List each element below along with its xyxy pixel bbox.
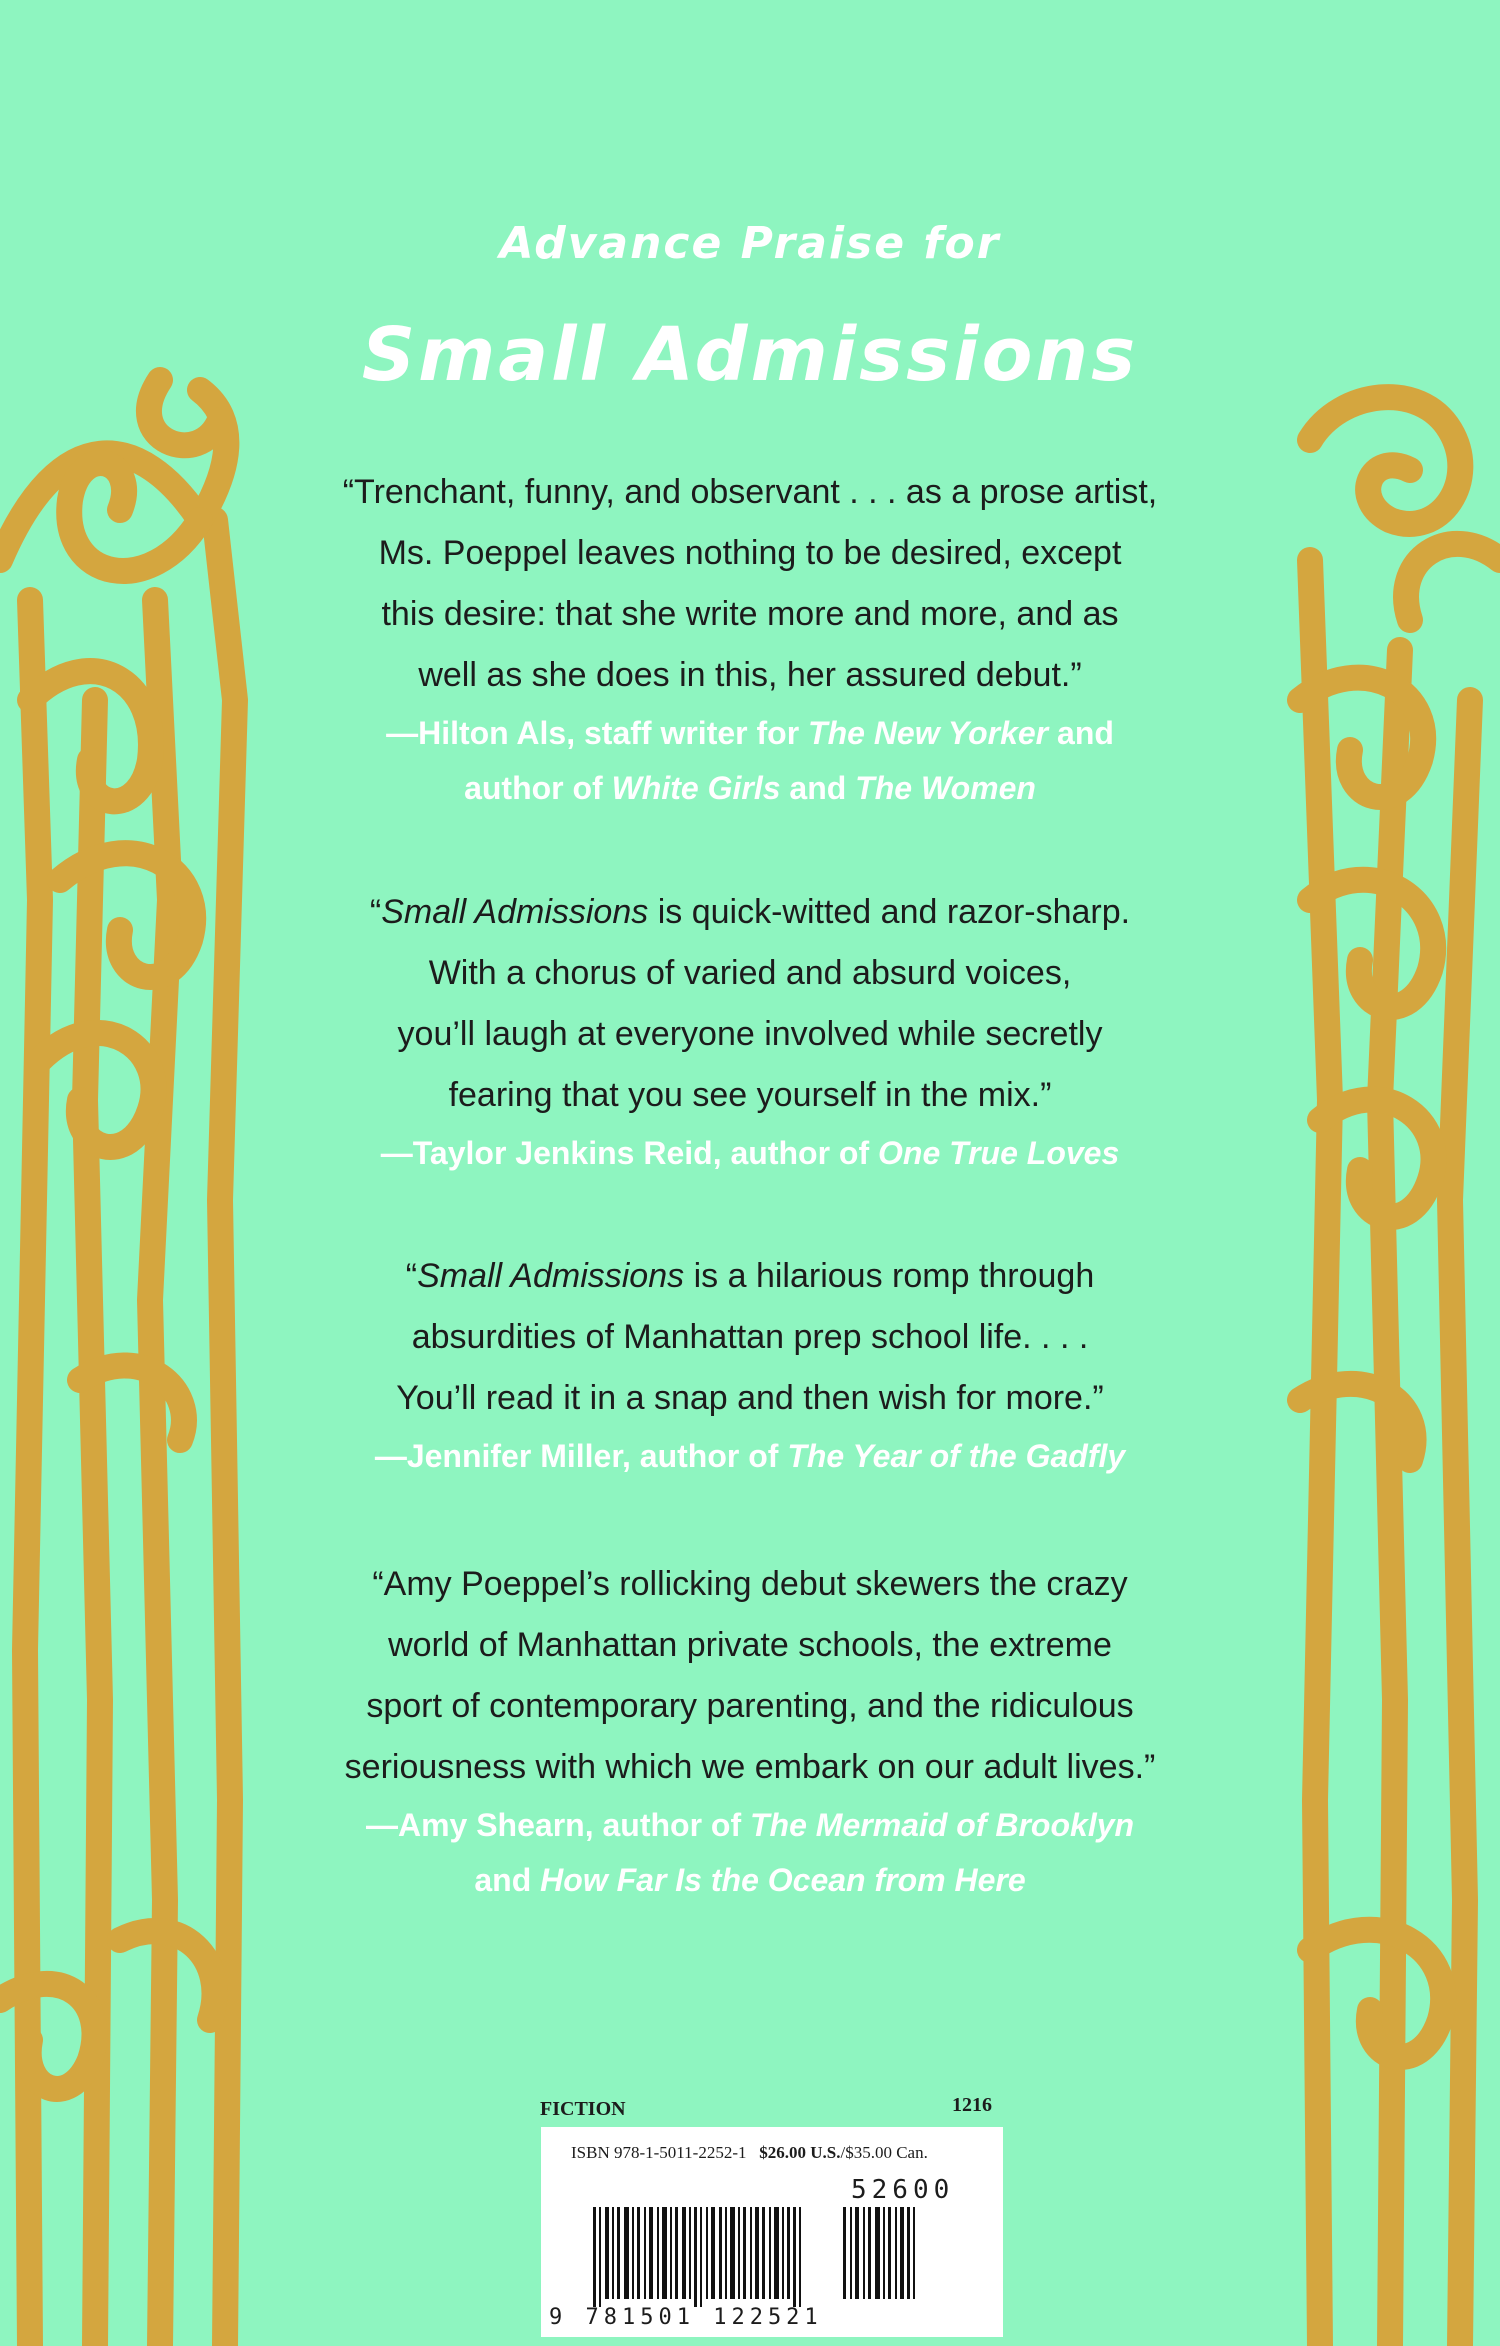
quote-line: “Trenchant, funny, and observant . . . as a prose artist, <box>342 473 1158 511</box>
quote-line: world of Manhattan private schools, the extreme <box>388 1626 1112 1664</box>
quote-line: With a chorus of varied and absurd voices, <box>428 954 1072 992</box>
attribution: —Amy Shearn, author of The Mermaid of Brooklyn <box>365 1807 1135 1843</box>
quote-line: “Small Admissions is a hilarious romp through <box>405 1257 1095 1295</box>
price-code: 52600 <box>851 2175 955 2205</box>
category-label: FICTION <box>540 2098 626 2120</box>
quote-line: well as she does in this, her assured debut.” <box>418 656 1082 694</box>
quote-line: fearing that you see yourself in the mix.” <box>448 1076 1052 1114</box>
quote-line: sport of contemporary parenting, and the ridiculous <box>366 1687 1134 1725</box>
quote-line: Ms. Poeppel leaves nothing to be desired, except <box>378 534 1122 572</box>
book-title: Small Admissions <box>361 312 1139 398</box>
barcode-panel <box>541 2127 1003 2337</box>
isbn-price-line <box>571 2143 928 2163</box>
price-us: $26.00 U.S. <box>759 2143 841 2162</box>
barcode-icon <box>593 2207 983 2307</box>
barcode-digits: 9 781501 122521 <box>549 2305 823 2330</box>
attribution: and How Far Is the Ocean from Here <box>474 1862 1026 1898</box>
quote-line: this desire: that she write more and more, and as <box>381 595 1119 633</box>
attribution: —Hilton Als, staff writer for The New Yorker and <box>386 715 1114 751</box>
quote-line: you’ll laugh at everyone involved while secretly <box>397 1015 1103 1053</box>
catalog-code: 1216 <box>952 2094 992 2116</box>
isbn-number: ISBN 978-1-5011-2252-1 <box>571 2143 747 2162</box>
quote-line: “Amy Poeppel’s rollicking debut skewers the crazy <box>372 1565 1128 1603</box>
blurb-jennifer-miller <box>300 1246 1200 1484</box>
quote-line: You’ll read it in a snap and then wish for more.” <box>396 1379 1104 1417</box>
praise-heading: Advance Praise for <box>499 218 1001 269</box>
quote-line: “Small Admissions is quick-witted and razor-sharp. <box>369 893 1131 931</box>
attribution: —Taylor Jenkins Reid, author of One True Loves <box>380 1135 1120 1171</box>
price-can: /$35.00 Can. <box>840 2143 928 2162</box>
quote-line: seriousness with which we embark on our adult lives.” <box>344 1748 1156 1786</box>
quote-line: absurdities of Manhattan prep school life. . . . <box>411 1318 1089 1356</box>
blurb-taylor-jenkins-reid <box>300 882 1200 1181</box>
attribution: —Jennifer Miller, author of The Year of the Gadfly <box>374 1438 1126 1474</box>
blurb-amy-shearn <box>300 1554 1200 1908</box>
blurb-hilton-als <box>300 462 1200 816</box>
attribution: author of White Girls and The Women <box>464 770 1036 806</box>
